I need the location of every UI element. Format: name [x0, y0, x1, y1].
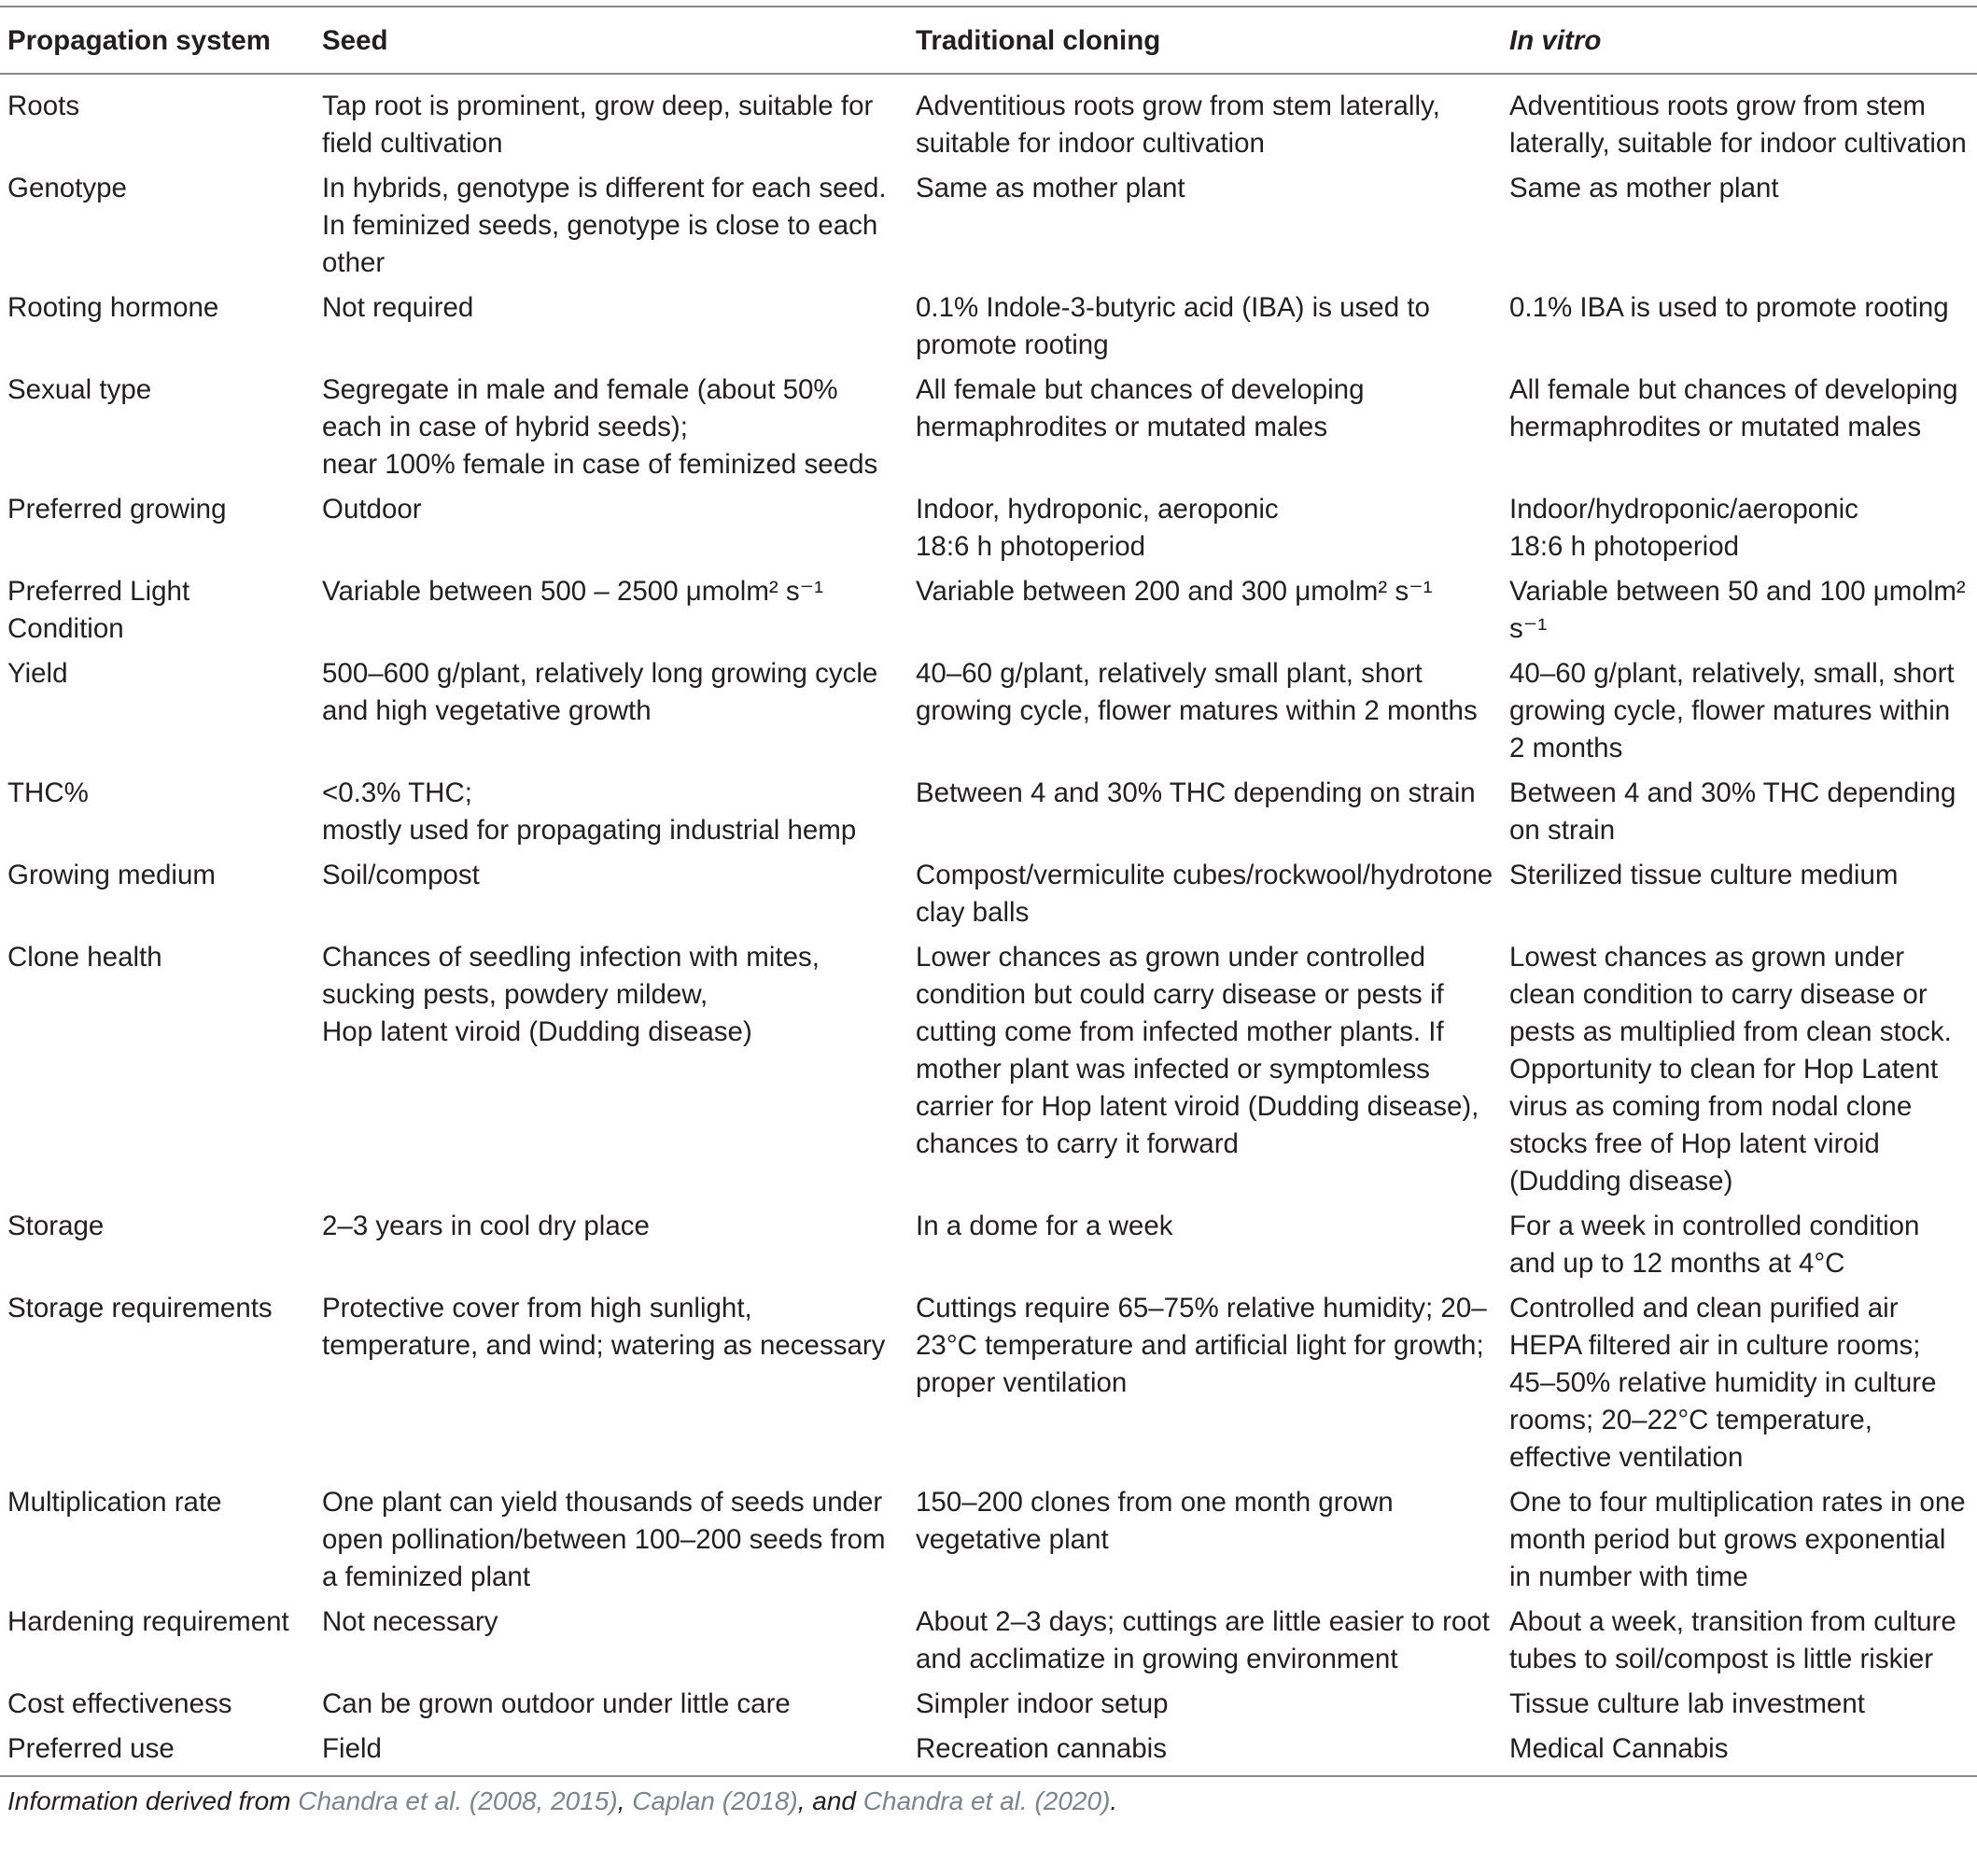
seed-cell: Chances of seedling infection with mites, sucking pests, powdery mildew, Hop latent viroid (Dudding disease) — [322, 942, 820, 1047]
traditional-cloning-cell: 0.1% Indole-3-butyric acid (IBA) is used to promote rooting — [916, 292, 1430, 360]
row-label: Growing medium — [7, 860, 216, 890]
citation-link-chandra-2020[interactable]: Chandra et al. (2020) — [862, 1786, 1111, 1815]
traditional-cloning-cell: Same as mother plant — [916, 173, 1185, 203]
seed-cell: Tap root is prominent, grow deep, suitable for field cultivation — [322, 91, 874, 159]
table-row — [0, 651, 1977, 771]
traditional-cloning-cell: Variable between 200 and 300 μmolm² s⁻¹ — [916, 576, 1433, 607]
seed-cell: <0.3% THC; mostly used for propagating industrial hemp — [322, 777, 857, 846]
seed-cell: Protective cover from high sunlight, temperature, and wind; watering as necessary — [322, 1293, 886, 1361]
seed-cell: One plant can yield thousands of seeds under open pollination/between 100–200 seeds from a feminized plant — [322, 1487, 886, 1592]
table-row — [0, 1727, 1977, 1776]
header-traditional-cloning: Traditional cloning — [916, 25, 1161, 56]
in-vitro-cell: For a week in controlled condition and up to 12 months at 4°C — [1509, 1211, 1920, 1279]
row-label: Cost effectiveness — [7, 1688, 232, 1719]
footnote-separator: , and — [797, 1786, 863, 1815]
traditional-cloning-cell: 40–60 g/plant, relatively small plant, short growing cycle, flower matures within 2 months — [916, 658, 1478, 726]
row-label: Roots — [7, 91, 80, 121]
footnote-suffix: . — [1110, 1786, 1118, 1815]
table-row — [0, 286, 1977, 368]
table-row — [0, 368, 1977, 487]
row-label: Genotype — [7, 173, 127, 203]
footnote-prefix: Information derived from — [7, 1786, 299, 1815]
table-row — [0, 487, 1977, 569]
table-row — [0, 1682, 1977, 1727]
seed-cell: Can be grown outdoor under little care — [322, 1688, 791, 1719]
traditional-cloning-cell: Adventitious roots grow from stem laterally, suitable for indoor cultivation — [916, 91, 1440, 159]
in-vitro-cell: 40–60 g/plant, relatively, small, short growing cycle, flower matures within 2 months — [1509, 658, 1955, 763]
seed-cell: Not necessary — [322, 1606, 498, 1637]
in-vitro-cell: Adventitious roots grow from stem laterally, suitable for indoor cultivation — [1509, 91, 1967, 159]
in-vitro-cell: All female but chances of developing hermaphrodites or mutated males — [1509, 374, 1958, 442]
table-row — [0, 1480, 1977, 1600]
table-row — [0, 1286, 1977, 1480]
traditional-cloning-cell: 150–200 clones from one month grown vegetative plant — [916, 1487, 1394, 1555]
seed-cell: Field — [322, 1733, 382, 1764]
traditional-cloning-cell: Between 4 and 30% THC depending on strain — [916, 777, 1476, 808]
in-vitro-cell: Indoor/hydroponic/aeroponic 18:6 h photoperiod — [1509, 494, 1858, 562]
row-label: Preferred Light Condition — [7, 576, 190, 644]
citation-link-caplan-2018[interactable]: Caplan (2018) — [632, 1786, 798, 1815]
in-vitro-cell: Tissue culture lab investment — [1509, 1688, 1865, 1719]
citation-link-chandra-2008-2015[interactable]: Chandra et al. (2008, 2015) — [298, 1786, 618, 1815]
in-vitro-cell: Same as mother plant — [1509, 173, 1779, 203]
table-row — [0, 1600, 1977, 1682]
in-vitro-cell: About a week, transition from culture tubes to soil/compost is little riskier — [1509, 1606, 1956, 1674]
seed-cell: Segregate in male and female (about 50% each in case of hybrid seeds); near 100% female in case of feminized seeds — [322, 374, 878, 480]
row-label: Rooting hormone — [7, 292, 219, 323]
in-vitro-cell: Controlled and clean purified air HEPA filtered air in culture rooms; 45–50% relative humidity in culture rooms; 20–22°C temperature, effective ventilation — [1509, 1293, 1937, 1473]
seed-cell: Variable between 500 – 2500 μmolm² s⁻¹ — [322, 576, 824, 607]
seed-cell: 2–3 years in cool dry place — [322, 1211, 650, 1241]
header-propagation-system: Propagation system — [7, 25, 271, 56]
traditional-cloning-cell: Lower chances as grown under controlled condition but could carry disease or pests if cutting come from infected mother plants. If mother plant was infected or symptomless carrier for Hop latent viroid (Dudding disease), chances to carry it forward — [916, 942, 1479, 1159]
in-vitro-cell: Variable between 50 and 100 μmolm² s⁻¹ — [1509, 576, 1966, 644]
seed-cell: In hybrids, genotype is different for each seed. In feminized seeds, genotype is close to each other — [322, 173, 887, 278]
table-row — [0, 166, 1977, 286]
footnote-separator: , — [617, 1786, 633, 1815]
row-label: Sexual type — [7, 374, 152, 405]
in-vitro-cell: Lowest chances as grown under clean condition to carry disease or pests as multiplied from clean stock. Opportunity to clean for Hop Latent virus as coming from nodal clone stocks free of Hop latent viroid (Dudding disease) — [1509, 942, 1952, 1197]
table-row — [0, 1204, 1977, 1286]
table-row — [0, 771, 1977, 853]
row-label: Preferred use — [7, 1733, 175, 1764]
in-vitro-cell: One to four multiplication rates in one month period but grows exponential in number with time — [1509, 1487, 1966, 1592]
traditional-cloning-cell: About 2–3 days; cuttings are little easier to root and acclimatize in growing environment — [916, 1606, 1490, 1674]
in-vitro-cell: Medical Cannabis — [1509, 1733, 1729, 1764]
table-header-row — [0, 7, 1977, 74]
row-label: Multiplication rate — [7, 1487, 222, 1518]
row-label: THC% — [7, 777, 89, 808]
table-row — [0, 74, 1977, 166]
seed-cell: Soil/compost — [322, 860, 480, 890]
traditional-cloning-cell: Indoor, hydroponic, aeroponic 18:6 h photoperiod — [916, 494, 1279, 562]
in-vitro-cell: Sterilized tissue culture medium — [1509, 860, 1899, 890]
header-in-vitro: In vitro — [1509, 25, 1602, 56]
row-label: Yield — [7, 658, 68, 689]
table-footnote — [0, 1777, 1977, 1820]
seed-cell: 500–600 g/plant, relatively long growing cycle and high vegetative growth — [322, 658, 878, 726]
traditional-cloning-cell: Simpler indoor setup — [916, 1688, 1169, 1719]
in-vitro-cell: 0.1% IBA is used to promote rooting — [1509, 292, 1949, 323]
table-row — [0, 569, 1977, 651]
propagation-comparison-table — [0, 6, 1977, 1777]
row-label: Clone health — [7, 942, 162, 973]
row-label: Storage requirements — [7, 1293, 273, 1323]
traditional-cloning-cell: In a dome for a week — [916, 1211, 1173, 1241]
traditional-cloning-cell: Compost/vermiculite cubes/rockwool/hydrotone clay balls — [916, 860, 1493, 928]
seed-cell: Outdoor — [322, 494, 422, 525]
header-seed: Seed — [322, 25, 388, 56]
traditional-cloning-cell: All female but chances of developing hermaphrodites or mutated males — [916, 374, 1365, 442]
table-row — [0, 935, 1977, 1204]
table-container — [0, 6, 1977, 1820]
row-label: Preferred growing — [7, 494, 227, 525]
traditional-cloning-cell: Recreation cannabis — [916, 1733, 1167, 1764]
row-label: Hardening requirement — [7, 1606, 289, 1637]
seed-cell: Not required — [322, 292, 474, 323]
row-label: Storage — [7, 1211, 105, 1241]
table-row — [0, 853, 1977, 935]
traditional-cloning-cell: Cuttings require 65–75% relative humidity; 20–23°C temperature and artificial light for growth; proper ventilation — [916, 1293, 1487, 1398]
in-vitro-cell: Between 4 and 30% THC depending on strain — [1509, 777, 1956, 846]
